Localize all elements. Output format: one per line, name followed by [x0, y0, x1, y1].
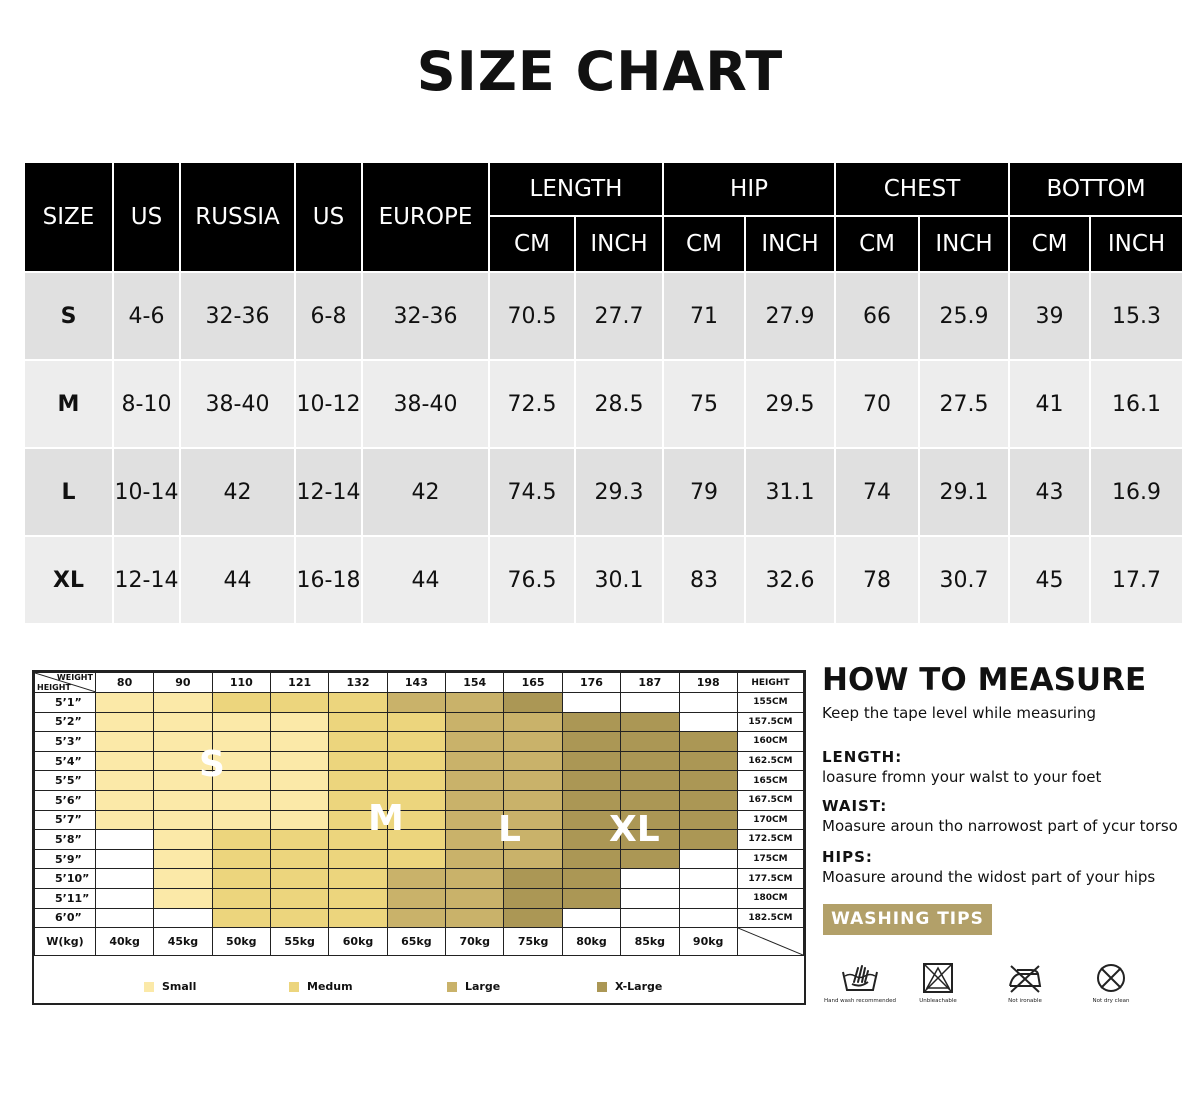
cell-hip-in: 31.1: [745, 448, 835, 536]
legend-label: Small: [162, 980, 197, 993]
header-hip-inch: INCH: [745, 216, 835, 272]
grid-cell: [504, 732, 562, 752]
grid-cell: [679, 712, 737, 732]
weight-lb-header: 198: [679, 673, 737, 693]
grid-cell: [679, 751, 737, 771]
cell-chest-cm: 78: [835, 536, 919, 624]
height-ft-label: 5’11”: [35, 888, 96, 908]
grid-cell: [621, 888, 679, 908]
header-length: LENGTH: [489, 163, 663, 216]
cell-hip-cm: 71: [663, 272, 745, 360]
grid-cell: [387, 888, 445, 908]
grid-cell: [562, 869, 620, 889]
how-to-measure: [822, 662, 1192, 886]
how-to-measure-title: HOW TO MEASURE: [822, 662, 1147, 698]
height-ft-label: 5’3”: [35, 732, 96, 752]
cell-hip-in: 27.9: [745, 272, 835, 360]
grid-cell: [446, 849, 504, 869]
grid-cell: [562, 790, 620, 810]
cell-bottom-in: 17.7: [1090, 536, 1183, 624]
grid-cell: [270, 908, 328, 928]
cell-us: 8-10: [113, 360, 180, 448]
grid-cell: [212, 849, 270, 869]
header-bottom-cm: CM: [1009, 216, 1090, 272]
grid-row: [35, 771, 804, 791]
grid-cell: [154, 790, 212, 810]
length-text: loasure fromn your walst to your foet: [822, 768, 1102, 786]
grid-cell: [154, 830, 212, 850]
weight-kg-label: 60kg: [329, 928, 387, 956]
grid-cell: [95, 830, 153, 850]
cell-bottom-cm: 43: [1009, 448, 1090, 536]
height-weight-chart: [32, 670, 806, 1005]
cell-size: M: [25, 360, 113, 448]
how-to-measure-subtitle: Keep the tape level while measuring: [822, 704, 1097, 722]
grid-cell: [212, 810, 270, 830]
header-russia: RUSSIA: [180, 163, 295, 272]
height-weight-grid: [34, 672, 804, 956]
zone-label-l: L: [498, 809, 521, 850]
grid-cell: [446, 810, 504, 830]
cell-bottom-cm: 39: [1009, 272, 1090, 360]
height-cm-label: 167.5CM: [737, 790, 803, 810]
cell-size: S: [25, 272, 113, 360]
size-table-body: [25, 272, 1183, 624]
cell-europe: 44: [362, 536, 489, 624]
weight-lb-header: 154: [446, 673, 504, 693]
grid-cell: [562, 771, 620, 791]
grid-cell: [679, 888, 737, 908]
grid-cell: [621, 869, 679, 889]
grid-cell: [446, 888, 504, 908]
cell-chest-in: 29.1: [919, 448, 1009, 536]
cell-length-in: 29.3: [575, 448, 663, 536]
grid-cell: [154, 849, 212, 869]
height-cm-label: 162.5CM: [737, 751, 803, 771]
grid-cell: [504, 790, 562, 810]
cell-size: XL: [25, 536, 113, 624]
grid-row: [35, 869, 804, 889]
cell-chest-in: 27.5: [919, 360, 1009, 448]
page-title: SIZE CHART: [416, 40, 784, 103]
grid-cell: [387, 693, 445, 713]
cell-length-cm: 76.5: [489, 536, 575, 624]
grid-cell: [95, 888, 153, 908]
kg-axis-label: W(kg): [35, 928, 96, 956]
grid-cell: [270, 830, 328, 850]
grid-cell: [329, 869, 387, 889]
grid-cell: [270, 751, 328, 771]
grid-row: [35, 693, 804, 713]
legend-swatch: [447, 982, 457, 992]
cell-chest-in: 30.7: [919, 536, 1009, 624]
header-hip-cm: CM: [663, 216, 745, 272]
grid-cell: [270, 771, 328, 791]
weight-axis-label: WEIGHT: [56, 673, 93, 682]
height-ft-label: 6’0”: [35, 908, 96, 928]
grid-cell: [329, 693, 387, 713]
weight-lb-header: 176: [562, 673, 620, 693]
grid-cell: [212, 693, 270, 713]
zone-label-s: S: [199, 744, 225, 785]
header-bottom-inch: INCH: [1090, 216, 1183, 272]
zone-label-m: M: [368, 798, 404, 839]
weight-kg-label: 85kg: [621, 928, 679, 956]
grid-cell: [212, 790, 270, 810]
cell-length-cm: 74.5: [489, 448, 575, 536]
grid-cell: [562, 908, 620, 928]
grid-cell: [95, 693, 153, 713]
cell-russia: 44: [180, 536, 295, 624]
grid-kg-row: [35, 928, 804, 956]
weight-lb-header: 80: [95, 673, 153, 693]
cell-bottom-in: 16.9: [1090, 448, 1183, 536]
grid-cell: [504, 693, 562, 713]
grid-cell: [212, 908, 270, 928]
legend-swatch: [144, 982, 154, 992]
height-cm-label: 155CM: [737, 693, 803, 713]
no-dry-clean-icon: [1094, 962, 1128, 994]
cell-chest-cm: 66: [835, 272, 919, 360]
grid-cell: [387, 732, 445, 752]
height-cm-label: 170CM: [737, 810, 803, 830]
height-ft-label: 5’1”: [35, 693, 96, 713]
cell-hip-cm: 83: [663, 536, 745, 624]
cell-length-in: 30.1: [575, 536, 663, 624]
grid-row: [35, 908, 804, 928]
no-bleach-caption: Unbleachable: [919, 998, 957, 1004]
cell-hip-cm: 79: [663, 448, 745, 536]
grid-corner: [35, 673, 96, 693]
grid-cell: [95, 790, 153, 810]
grid-cell: [329, 771, 387, 791]
grid-cell: [621, 790, 679, 810]
header-us: US: [113, 163, 180, 272]
weight-kg-label: 80kg: [562, 928, 620, 956]
no-dry-clean-caption: Not dry clean: [1092, 998, 1130, 1004]
grid-cell: [679, 732, 737, 752]
grid-cell: [95, 908, 153, 928]
weight-kg-label: 70kg: [446, 928, 504, 956]
grid-cell: [679, 790, 737, 810]
grid-cell: [387, 869, 445, 889]
grid-cell: [270, 869, 328, 889]
grid-cell: [562, 849, 620, 869]
height-cm-label: 172.5CM: [737, 830, 803, 850]
weight-kg-label: 55kg: [270, 928, 328, 956]
height-ft-label: 5’6”: [35, 790, 96, 810]
grid-cell: [387, 712, 445, 732]
grid-cell: [270, 712, 328, 732]
grid-cell: [270, 693, 328, 713]
cell-bottom-in: 15.3: [1090, 272, 1183, 360]
grid-cell: [154, 810, 212, 830]
grid-cell: [154, 869, 212, 889]
legend-item: [144, 980, 196, 993]
cell-chest-cm: 74: [835, 448, 919, 536]
grid-row: [35, 810, 804, 830]
hips-label: HIPS:: [822, 848, 873, 866]
cell-europe: 42: [362, 448, 489, 536]
header-size: SIZE: [25, 163, 113, 272]
weight-kg-label: 40kg: [95, 928, 153, 956]
grid-row: [35, 830, 804, 850]
grid-cell: [95, 732, 153, 752]
weight-lb-header: 165: [504, 673, 562, 693]
hand-wash-caption: Hand wash recommended: [823, 998, 897, 1004]
cell-bottom-in: 16.1: [1090, 360, 1183, 448]
grid-cell: [95, 869, 153, 889]
grid-cell: [504, 908, 562, 928]
size-table: [25, 163, 1184, 625]
header-chest-cm: CM: [835, 216, 919, 272]
legend-swatch: [289, 982, 299, 992]
height-ft-label: 5’9”: [35, 849, 96, 869]
grid-header-row: [35, 673, 804, 693]
height-ft-label: 5’7”: [35, 810, 96, 830]
grid-cell: [504, 888, 562, 908]
grid-row: [35, 751, 804, 771]
grid-cell: [270, 732, 328, 752]
grid-cell: [270, 888, 328, 908]
grid-cell: [504, 751, 562, 771]
grid-cell: [562, 732, 620, 752]
grid-cell: [329, 712, 387, 732]
grid-cell: [446, 790, 504, 810]
grid-cell: [621, 849, 679, 869]
grid-cell: [387, 751, 445, 771]
cell-size: L: [25, 448, 113, 536]
grid-cell: [621, 751, 679, 771]
cell-russia: 42: [180, 448, 295, 536]
washing-tips-title: WASHING TIPS: [823, 904, 992, 935]
no-bleach-icon: [921, 962, 955, 994]
cell-russia: 38-40: [180, 360, 295, 448]
grid-cell: [621, 693, 679, 713]
legend-item: [447, 980, 500, 993]
cell-europe: 32-36: [362, 272, 489, 360]
grid-cell: [504, 849, 562, 869]
height-cm-label: 175CM: [737, 849, 803, 869]
grid-cell: [212, 830, 270, 850]
cell-us: 4-6: [113, 272, 180, 360]
cell-us: 10-14: [113, 448, 180, 536]
cell-length-in: 27.7: [575, 272, 663, 360]
legend-label: Medum: [307, 980, 353, 993]
grid-cell: [446, 908, 504, 928]
grid-cell: [621, 712, 679, 732]
grid-cell: [679, 908, 737, 928]
grid-cell: [621, 908, 679, 928]
grid-cell: [446, 771, 504, 791]
size-row: [25, 272, 1183, 360]
waist-label: WAIST:: [822, 797, 888, 815]
length-label: LENGTH:: [822, 748, 903, 766]
grid-cell: [504, 771, 562, 791]
height-ft-label: 5’4”: [35, 751, 96, 771]
legend-label: Large: [465, 980, 501, 993]
header-europe: EUROPE: [362, 163, 489, 272]
height-cm-header: HEIGHT: [737, 673, 803, 693]
cell-us2: 10-12: [295, 360, 362, 448]
weight-lb-header: 110: [212, 673, 270, 693]
no-iron-icon: [1005, 962, 1045, 994]
grid-row: [35, 849, 804, 869]
cell-bottom-cm: 41: [1009, 360, 1090, 448]
weight-lb-header: 90: [154, 673, 212, 693]
grid-cell: [387, 849, 445, 869]
height-ft-label: 5’5”: [35, 771, 96, 791]
weight-lb-header: 121: [270, 673, 328, 693]
weight-kg-label: 90kg: [679, 928, 737, 956]
grid-cell: [446, 869, 504, 889]
hips-text: Moasure around the widost part of your hips: [822, 868, 1156, 886]
cell-hip-in: 29.5: [745, 360, 835, 448]
height-axis-label: HEIGHT: [37, 683, 71, 692]
grid-cell: [446, 732, 504, 752]
no-dry-clean-item: [1066, 962, 1156, 1004]
header-chest: CHEST: [835, 163, 1009, 216]
header-hip: HIP: [663, 163, 835, 216]
height-cm-label: 182.5CM: [737, 908, 803, 928]
grid-cell: [679, 693, 737, 713]
height-ft-label: 5’2”: [35, 712, 96, 732]
grid-cell: [446, 830, 504, 850]
grid-cell: [329, 732, 387, 752]
waist-text: Moasure aroun tho narrowost part of ycur torso: [822, 817, 1178, 835]
cell-us2: 12-14: [295, 448, 362, 536]
height-cm-label: 165CM: [737, 771, 803, 791]
weight-lb-header: 143: [387, 673, 445, 693]
grid-cell: [621, 732, 679, 752]
grid-cell: [154, 712, 212, 732]
grid-row: [35, 732, 804, 752]
cell-hip-in: 32.6: [745, 536, 835, 624]
grid-cell: [446, 751, 504, 771]
grid-cell: [446, 693, 504, 713]
hand-wash-icon: [840, 962, 880, 994]
grid-cell: [621, 771, 679, 791]
legend-label: X-Large: [615, 980, 663, 993]
grid-cell: [212, 712, 270, 732]
grid-legend: [34, 972, 804, 1002]
grid-cell: [212, 888, 270, 908]
weight-kg-label: 75kg: [504, 928, 562, 956]
header-length-cm: CM: [489, 216, 575, 272]
size-row: [25, 536, 1183, 624]
grid-cell: [95, 810, 153, 830]
header-us-2: US: [295, 163, 362, 272]
grid-cell: [329, 751, 387, 771]
grid-cell: [329, 888, 387, 908]
weight-kg-label: 45kg: [154, 928, 212, 956]
cell-us: 12-14: [113, 536, 180, 624]
grid-cell: [387, 908, 445, 928]
height-ft-label: 5’10”: [35, 869, 96, 889]
no-iron-caption: Not ironable: [1008, 998, 1042, 1004]
zone-label-xl: XL: [609, 809, 660, 850]
cell-chest-in: 25.9: [919, 272, 1009, 360]
grid-cell: [95, 751, 153, 771]
grid-cell: [95, 849, 153, 869]
weight-lb-header: 187: [621, 673, 679, 693]
grid-cell: [154, 888, 212, 908]
cell-us2: 16-18: [295, 536, 362, 624]
grid-cell: [154, 908, 212, 928]
grid-cell: [679, 830, 737, 850]
legend-swatch: [597, 982, 607, 992]
height-cm-label: 160CM: [737, 732, 803, 752]
weight-kg-label: 65kg: [387, 928, 445, 956]
grid-cell: [679, 849, 737, 869]
grid-cell: [504, 869, 562, 889]
legend-item: [597, 980, 662, 993]
height-cm-label: 157.5CM: [737, 712, 803, 732]
weight-lb-header: 132: [329, 673, 387, 693]
no-bleach-item: [893, 962, 983, 1004]
cell-length-cm: 70.5: [489, 272, 575, 360]
cell-us2: 6-8: [295, 272, 362, 360]
grid-cell: [562, 888, 620, 908]
grid-row: [35, 712, 804, 732]
grid-cell: [212, 869, 270, 889]
cell-bottom-cm: 45: [1009, 536, 1090, 624]
kg-row-end: [737, 928, 803, 956]
grid-cell: [329, 849, 387, 869]
cell-length-in: 28.5: [575, 360, 663, 448]
grid-row: [35, 888, 804, 908]
weight-kg-label: 50kg: [212, 928, 270, 956]
grid-cell: [679, 869, 737, 889]
grid-cell: [679, 810, 737, 830]
no-iron-item: [980, 962, 1070, 1004]
grid-cell: [154, 693, 212, 713]
grid-cell: [562, 712, 620, 732]
cell-hip-cm: 75: [663, 360, 745, 448]
grid-cell: [562, 693, 620, 713]
cell-europe: 38-40: [362, 360, 489, 448]
cell-length-cm: 72.5: [489, 360, 575, 448]
grid-cell: [446, 712, 504, 732]
grid-cell: [95, 771, 153, 791]
height-ft-label: 5’8”: [35, 830, 96, 850]
grid-cell: [270, 849, 328, 869]
height-cm-label: 180CM: [737, 888, 803, 908]
grid-cell: [270, 810, 328, 830]
legend-item: [289, 980, 353, 993]
grid-cell: [679, 771, 737, 791]
size-row: [25, 360, 1183, 448]
grid-cell: [387, 771, 445, 791]
grid-cell: [270, 790, 328, 810]
header-chest-inch: INCH: [919, 216, 1009, 272]
grid-cell: [504, 712, 562, 732]
cell-russia: 32-36: [180, 272, 295, 360]
header-length-inch: INCH: [575, 216, 663, 272]
grid-cell: [562, 751, 620, 771]
height-cm-label: 177.5CM: [737, 869, 803, 889]
grid-cell: [329, 908, 387, 928]
grid-row: [35, 790, 804, 810]
header-bottom: BOTTOM: [1009, 163, 1183, 216]
grid-cell: [95, 712, 153, 732]
size-row: [25, 448, 1183, 536]
hand-wash-item: [815, 962, 905, 1004]
cell-chest-cm: 70: [835, 360, 919, 448]
